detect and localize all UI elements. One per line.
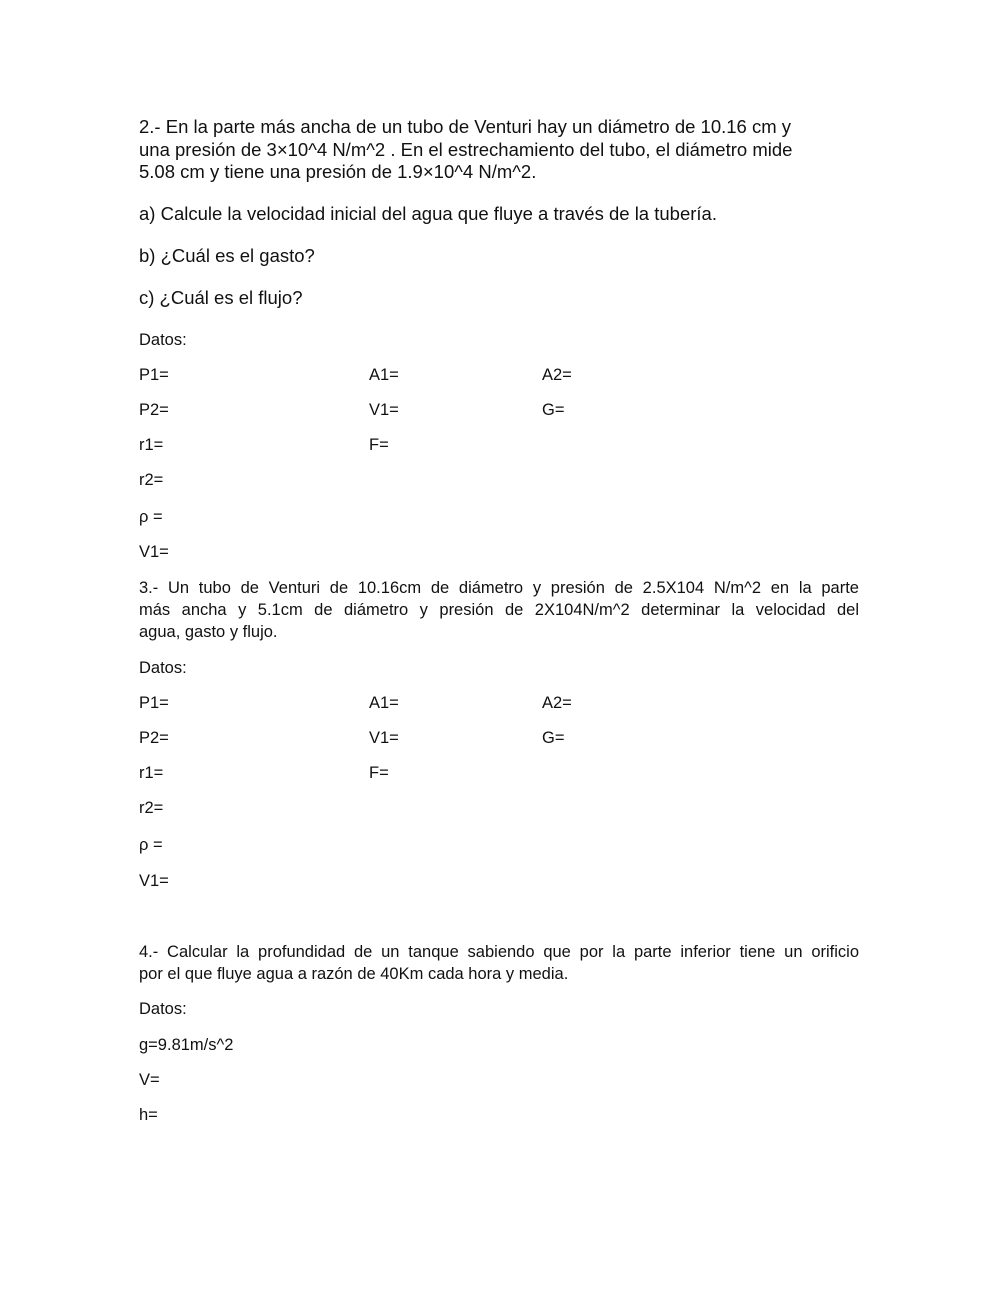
q3-r2: r2= [139, 799, 164, 817]
q2-part-a: a) Calcule la velocidad inicial del agua que fluye a través de la tubería. [139, 203, 717, 224]
q4-g: g=9.81m/s^2 [139, 1036, 234, 1054]
q4-statement-line-2: por el que fluye agua a razón de 40Km cada hora y media. [139, 965, 569, 983]
q2-r1: r1= [139, 436, 164, 454]
q2-datos-label: Datos: [139, 331, 187, 349]
q2-part-b: b) ¿Cuál es el gasto? [139, 245, 315, 266]
q3-statement-line-3: agua, gasto y flujo. [139, 623, 278, 641]
q2-g: G= [542, 401, 565, 419]
q3-f: F= [369, 764, 389, 782]
q2-a2: A2= [542, 366, 572, 384]
q2-p1: P1= [139, 366, 169, 384]
q2-part-c: c) ¿Cuál es el flujo? [139, 287, 303, 308]
q3-v1: V1= [139, 872, 169, 890]
q4-statement-line-1: 4.- Calcular la profundidad de un tanque sabiendo que por la parte inferior tiene un orificio [139, 943, 859, 961]
q3-p2: P2= [139, 729, 169, 747]
q3-p1: P1= [139, 694, 169, 712]
q2-p2: P2= [139, 401, 169, 419]
q2-rho: ρ = [139, 508, 163, 526]
q4-datos-label: Datos: [139, 1000, 187, 1018]
q4-h: h= [139, 1106, 158, 1124]
q3-a2: A2= [542, 694, 572, 712]
q3-rho: ρ = [139, 836, 163, 854]
q2-statement-line-3: 5.08 cm y tiene una presión de 1.9×10^4 N/m^2. [139, 161, 537, 182]
q2-v1-mid: V1= [369, 401, 399, 419]
q2-a1: A1= [369, 366, 399, 384]
q2-statement-line-2: una presión de 3×10^4 N/m^2 . En el estrechamiento del tubo, el diámetro mide [139, 139, 793, 160]
q3-datos-label: Datos: [139, 659, 187, 677]
q3-a1: A1= [369, 694, 399, 712]
q2-f: F= [369, 436, 389, 454]
q3-g: G= [542, 729, 565, 747]
q3-v1-mid: V1= [369, 729, 399, 747]
q2-v1: V1= [139, 543, 169, 561]
q4-statement [139, 941, 859, 985]
q2-statement-line-1: 2.- En la parte más ancha de un tubo de Venturi hay un diámetro de 10.16 cm y [139, 116, 792, 137]
q4-v: V= [139, 1071, 160, 1089]
q3-statement-line-2: más ancha y 5.1cm de diámetro y presión de 2X104N/m^2 determinar la velocidad del [139, 601, 859, 619]
q3-statement-line-1: 3.- Un tubo de Venturi de 10.16cm de diámetro y presión de 2.5X104 N/m^2 en la parte [139, 579, 859, 597]
q3-r1: r1= [139, 764, 164, 782]
q3-statement [139, 577, 859, 643]
q2-r2: r2= [139, 471, 164, 489]
